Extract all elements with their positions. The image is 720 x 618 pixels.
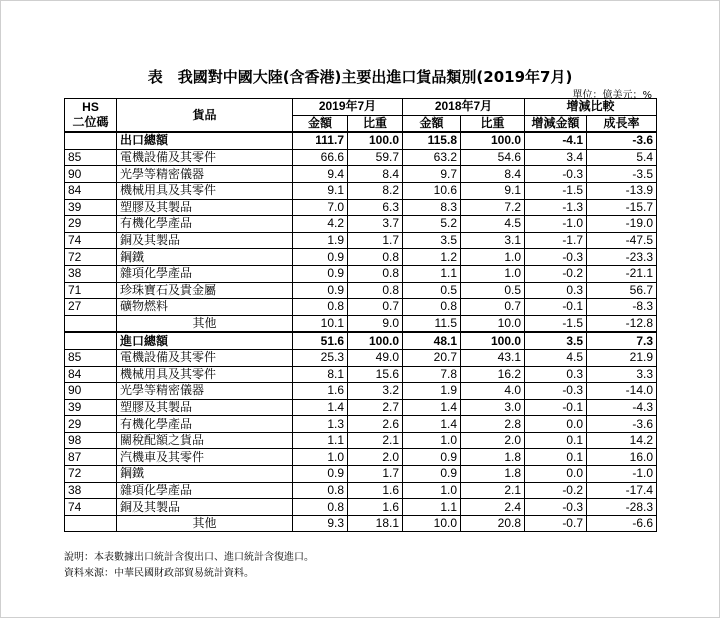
value-cell-a18: 9.7 xyxy=(403,166,461,183)
value-cell-a18: 0.9 xyxy=(403,449,461,466)
goods-name-cell: 塑膠及其製品 xyxy=(117,399,293,416)
hs-code-cell xyxy=(65,315,117,332)
value-cell-s19: 0.8 xyxy=(348,249,403,266)
hs-code-cell: 84 xyxy=(65,366,117,383)
unit-label: 單位：億美元；% xyxy=(572,90,652,101)
value-cell-diff: -0.1 xyxy=(525,299,587,316)
header-row-1 xyxy=(65,99,657,116)
value-cell-s19: 1.6 xyxy=(348,482,403,499)
amount-2019-header: 金額 xyxy=(293,115,348,132)
export-total-row xyxy=(65,132,657,149)
value-cell-diff: -1.3 xyxy=(525,199,587,216)
value-cell-growth: 7.3 xyxy=(587,332,657,349)
value-cell-a19: 51.6 xyxy=(293,332,348,349)
value-cell-a19: 9.1 xyxy=(293,182,348,199)
value-cell-s18: 2.1 xyxy=(461,482,525,499)
value-cell-s19: 0.8 xyxy=(348,282,403,299)
value-cell-s19: 6.3 xyxy=(348,199,403,216)
value-cell-a19: 66.6 xyxy=(293,149,348,166)
value-cell-diff: -0.3 xyxy=(525,166,587,183)
value-cell-s19: 100.0 xyxy=(348,132,403,149)
value-cell-diff: 0.0 xyxy=(525,416,587,433)
value-cell-s19: 3.2 xyxy=(348,383,403,400)
value-cell-growth: -3.5 xyxy=(587,166,657,183)
growth-header: 成長率 xyxy=(587,115,657,132)
value-cell-growth: -19.0 xyxy=(587,216,657,233)
value-cell-diff: 0.0 xyxy=(525,466,587,483)
table-row xyxy=(65,466,657,483)
value-cell-s18: 20.8 xyxy=(461,515,525,532)
diff-amount-header: 增減金額 xyxy=(525,115,587,132)
table-row xyxy=(65,182,657,199)
value-cell-a18: 20.7 xyxy=(403,349,461,366)
value-cell-s18: 3.0 xyxy=(461,399,525,416)
change-header: 增減比較 xyxy=(525,99,657,116)
value-cell-a18: 1.0 xyxy=(403,432,461,449)
hs-code-cell: 98 xyxy=(65,432,117,449)
value-cell-a19: 1.4 xyxy=(293,399,348,416)
goods-name-cell: 鋼鐵 xyxy=(117,466,293,483)
value-cell-a18: 10.6 xyxy=(403,182,461,199)
value-cell-growth: -1.0 xyxy=(587,466,657,483)
table-row xyxy=(65,199,657,216)
value-cell-a18: 1.9 xyxy=(403,383,461,400)
goods-name-cell: 光學等精密儀器 xyxy=(117,166,293,183)
y2019-header: 2019年7月 xyxy=(293,99,403,116)
value-cell-growth: 56.7 xyxy=(587,282,657,299)
value-cell-diff: 3.4 xyxy=(525,149,587,166)
value-cell-s18: 0.7 xyxy=(461,299,525,316)
hs-code-cell: 27 xyxy=(65,299,117,316)
hs-code-cell: 90 xyxy=(65,166,117,183)
value-cell-s19: 49.0 xyxy=(348,349,403,366)
goods-name-cell: 珍珠寶石及貴金屬 xyxy=(117,282,293,299)
value-cell-s18: 7.2 xyxy=(461,199,525,216)
value-cell-diff: -1.5 xyxy=(525,182,587,199)
goods-header: 貨品 xyxy=(117,99,293,133)
value-cell-a18: 1.2 xyxy=(403,249,461,266)
value-cell-growth: 3.3 xyxy=(587,366,657,383)
value-cell-a18: 10.0 xyxy=(403,515,461,532)
note-explanation: 說明：本表數據出口統計含復出口、進口統計含復進口。 xyxy=(64,552,314,563)
hs-code-cell: 74 xyxy=(65,232,117,249)
table-row xyxy=(65,383,657,400)
value-cell-growth: 21.9 xyxy=(587,349,657,366)
table-row xyxy=(65,399,657,416)
value-cell-a18: 0.9 xyxy=(403,466,461,483)
table-title: 表 我國對中國大陸(含香港)主要出進口貨品類別(2019年7月) xyxy=(147,68,573,86)
hs-code-cell: 72 xyxy=(65,466,117,483)
value-cell-s18: 0.5 xyxy=(461,282,525,299)
value-cell-a18: 11.5 xyxy=(403,315,461,332)
value-cell-a18: 48.1 xyxy=(403,332,461,349)
value-cell-growth: -8.3 xyxy=(587,299,657,316)
value-cell-a18: 1.1 xyxy=(403,499,461,516)
value-cell-a19: 1.0 xyxy=(293,449,348,466)
goods-name-cell: 電機設備及其零件 xyxy=(117,349,293,366)
value-cell-s19: 0.7 xyxy=(348,299,403,316)
table-row xyxy=(65,166,657,183)
value-cell-s19: 3.7 xyxy=(348,216,403,233)
value-cell-s18: 43.1 xyxy=(461,349,525,366)
hs-code-cell: 90 xyxy=(65,383,117,400)
value-cell-a19: 0.9 xyxy=(293,466,348,483)
value-cell-growth: 5.4 xyxy=(587,149,657,166)
share-2019-header: 比重 xyxy=(348,115,403,132)
value-cell-s19: 8.2 xyxy=(348,182,403,199)
value-cell-a19: 0.9 xyxy=(293,249,348,266)
value-cell-s19: 2.6 xyxy=(348,416,403,433)
value-cell-s18: 2.8 xyxy=(461,416,525,433)
value-cell-diff: -0.2 xyxy=(525,482,587,499)
table-row xyxy=(65,265,657,282)
value-cell-s18: 16.2 xyxy=(461,366,525,383)
hs-code-cell: 29 xyxy=(65,416,117,433)
value-cell-growth: -14.0 xyxy=(587,383,657,400)
table-row xyxy=(65,432,657,449)
value-cell-diff: -0.7 xyxy=(525,515,587,532)
value-cell-growth: -47.5 xyxy=(587,232,657,249)
value-cell-s18: 100.0 xyxy=(461,332,525,349)
value-cell-diff: -4.1 xyxy=(525,132,587,149)
value-cell-s19: 1.7 xyxy=(348,466,403,483)
value-cell-growth: -21.1 xyxy=(587,265,657,282)
hs-code-cell xyxy=(65,515,117,532)
value-cell-a19: 0.8 xyxy=(293,299,348,316)
goods-name-cell: 其他 xyxy=(117,315,293,332)
hs-code-cell: 85 xyxy=(65,349,117,366)
value-cell-a19: 9.4 xyxy=(293,166,348,183)
value-cell-a18: 63.2 xyxy=(403,149,461,166)
value-cell-s18: 4.0 xyxy=(461,383,525,400)
value-cell-s18: 4.5 xyxy=(461,216,525,233)
value-cell-s19: 9.0 xyxy=(348,315,403,332)
goods-name-cell: 進口總額 xyxy=(117,332,293,349)
value-cell-s18: 10.0 xyxy=(461,315,525,332)
table-row xyxy=(65,482,657,499)
note-source: 資料來源：中華民國財政部貿易統計資料。 xyxy=(64,568,254,579)
share-2018-header: 比重 xyxy=(461,115,525,132)
goods-name-cell: 出口總額 xyxy=(117,132,293,149)
value-cell-s18: 1.0 xyxy=(461,249,525,266)
value-cell-a18: 1.4 xyxy=(403,416,461,433)
value-cell-s19: 18.1 xyxy=(348,515,403,532)
value-cell-a19: 25.3 xyxy=(293,349,348,366)
hs-header-line1: HS xyxy=(82,100,99,115)
value-cell-growth: -6.6 xyxy=(587,515,657,532)
value-cell-a18: 0.5 xyxy=(403,282,461,299)
value-cell-s18: 9.1 xyxy=(461,182,525,199)
hs-code-cell: 72 xyxy=(65,249,117,266)
value-cell-a18: 1.4 xyxy=(403,399,461,416)
table-row xyxy=(65,149,657,166)
value-cell-a19: 1.9 xyxy=(293,232,348,249)
value-cell-s18: 8.4 xyxy=(461,166,525,183)
value-cell-diff: -0.3 xyxy=(525,499,587,516)
value-cell-growth: -15.7 xyxy=(587,199,657,216)
value-cell-s18: 1.8 xyxy=(461,449,525,466)
goods-name-cell: 其他 xyxy=(117,515,293,532)
value-cell-growth: 16.0 xyxy=(587,449,657,466)
value-cell-a19: 10.1 xyxy=(293,315,348,332)
hs-code-cell: 85 xyxy=(65,149,117,166)
goods-name-cell: 機械用具及其零件 xyxy=(117,182,293,199)
value-cell-s18: 3.1 xyxy=(461,232,525,249)
goods-name-cell: 關稅配額之貨品 xyxy=(117,432,293,449)
value-cell-diff: -1.0 xyxy=(525,216,587,233)
value-cell-diff: 0.1 xyxy=(525,449,587,466)
value-cell-s18: 54.6 xyxy=(461,149,525,166)
hs-code-cell: 84 xyxy=(65,182,117,199)
value-cell-s19: 100.0 xyxy=(348,332,403,349)
value-cell-a19: 8.1 xyxy=(293,366,348,383)
table-row xyxy=(65,232,657,249)
table-row xyxy=(65,315,657,332)
hs-code-cell: 39 xyxy=(65,199,117,216)
value-cell-s19: 1.6 xyxy=(348,499,403,516)
value-cell-a19: 111.7 xyxy=(293,132,348,149)
goods-name-cell: 雜項化學產品 xyxy=(117,482,293,499)
hs-code-cell: 38 xyxy=(65,265,117,282)
hs-code-cell: 87 xyxy=(65,449,117,466)
goods-name-cell: 塑膠及其製品 xyxy=(117,199,293,216)
value-cell-growth: -12.8 xyxy=(587,315,657,332)
value-cell-s19: 2.7 xyxy=(348,399,403,416)
goods-name-cell: 機械用具及其零件 xyxy=(117,366,293,383)
value-cell-diff: -1.7 xyxy=(525,232,587,249)
value-cell-a18: 7.8 xyxy=(403,366,461,383)
value-cell-a19: 1.6 xyxy=(293,383,348,400)
value-cell-a18: 1.1 xyxy=(403,265,461,282)
value-cell-a19: 4.2 xyxy=(293,216,348,233)
value-cell-growth: -3.6 xyxy=(587,416,657,433)
hs-code-cell: 74 xyxy=(65,499,117,516)
table-row xyxy=(65,216,657,233)
goods-name-cell: 銅及其製品 xyxy=(117,499,293,516)
value-cell-s19: 8.4 xyxy=(348,166,403,183)
value-cell-s19: 59.7 xyxy=(348,149,403,166)
value-cell-growth: -23.3 xyxy=(587,249,657,266)
table-row xyxy=(65,299,657,316)
value-cell-s18: 1.0 xyxy=(461,265,525,282)
table-row xyxy=(65,416,657,433)
table-row xyxy=(65,499,657,516)
value-cell-a18: 5.2 xyxy=(403,216,461,233)
trade-table xyxy=(64,98,657,532)
value-cell-a19: 0.8 xyxy=(293,499,348,516)
value-cell-diff: 0.1 xyxy=(525,432,587,449)
value-cell-diff: 4.5 xyxy=(525,349,587,366)
hs-header xyxy=(65,99,117,133)
hs-code-cell: 38 xyxy=(65,482,117,499)
table-row xyxy=(65,349,657,366)
goods-name-cell: 鋼鐵 xyxy=(117,249,293,266)
value-cell-a19: 7.0 xyxy=(293,199,348,216)
table-row xyxy=(65,282,657,299)
value-cell-diff: -0.3 xyxy=(525,383,587,400)
hs-code-cell: 71 xyxy=(65,282,117,299)
value-cell-diff: 0.3 xyxy=(525,282,587,299)
value-cell-diff: -1.5 xyxy=(525,315,587,332)
value-cell-a18: 0.8 xyxy=(403,299,461,316)
value-cell-s18: 1.8 xyxy=(461,466,525,483)
value-cell-a19: 9.3 xyxy=(293,515,348,532)
goods-name-cell: 雜項化學產品 xyxy=(117,265,293,282)
value-cell-s18: 2.0 xyxy=(461,432,525,449)
value-cell-diff: 3.5 xyxy=(525,332,587,349)
value-cell-a19: 0.9 xyxy=(293,265,348,282)
goods-name-cell: 電機設備及其零件 xyxy=(117,149,293,166)
value-cell-s19: 2.0 xyxy=(348,449,403,466)
hs-code-cell xyxy=(65,132,117,149)
goods-name-cell: 有機化學產品 xyxy=(117,216,293,233)
hs-code-cell: 39 xyxy=(65,399,117,416)
value-cell-a18: 8.3 xyxy=(403,199,461,216)
value-cell-s18: 2.4 xyxy=(461,499,525,516)
table-row xyxy=(65,515,657,532)
goods-name-cell: 光學等精密儀器 xyxy=(117,383,293,400)
table-row xyxy=(65,366,657,383)
value-cell-s19: 15.6 xyxy=(348,366,403,383)
hs-code-cell xyxy=(65,332,117,349)
value-cell-diff: -0.1 xyxy=(525,399,587,416)
value-cell-s19: 1.7 xyxy=(348,232,403,249)
value-cell-growth: 14.2 xyxy=(587,432,657,449)
value-cell-a18: 115.8 xyxy=(403,132,461,149)
value-cell-s18: 100.0 xyxy=(461,132,525,149)
import-total-row xyxy=(65,332,657,349)
value-cell-growth: -17.4 xyxy=(587,482,657,499)
value-cell-diff: -0.3 xyxy=(525,249,587,266)
y2018-header: 2018年7月 xyxy=(403,99,525,116)
hs-header-line2: 二位碼 xyxy=(72,115,109,130)
value-cell-diff: -0.2 xyxy=(525,265,587,282)
value-cell-s19: 2.1 xyxy=(348,432,403,449)
goods-name-cell: 汽機車及其零件 xyxy=(117,449,293,466)
value-cell-growth: -13.9 xyxy=(587,182,657,199)
table-row xyxy=(65,449,657,466)
table-row xyxy=(65,249,657,266)
hs-code-cell: 29 xyxy=(65,216,117,233)
amount-2018-header: 金額 xyxy=(403,115,461,132)
value-cell-s19: 0.8 xyxy=(348,265,403,282)
goods-name-cell: 有機化學產品 xyxy=(117,416,293,433)
value-cell-growth: -3.6 xyxy=(587,132,657,149)
value-cell-growth: -28.3 xyxy=(587,499,657,516)
value-cell-a18: 3.5 xyxy=(403,232,461,249)
value-cell-growth: -4.3 xyxy=(587,399,657,416)
value-cell-a18: 1.0 xyxy=(403,482,461,499)
value-cell-a19: 1.1 xyxy=(293,432,348,449)
goods-name-cell: 礦物燃料 xyxy=(117,299,293,316)
value-cell-a19: 1.3 xyxy=(293,416,348,433)
goods-name-cell: 銅及其製品 xyxy=(117,232,293,249)
value-cell-diff: 0.3 xyxy=(525,366,587,383)
value-cell-a19: 0.9 xyxy=(293,282,348,299)
value-cell-a19: 0.8 xyxy=(293,482,348,499)
